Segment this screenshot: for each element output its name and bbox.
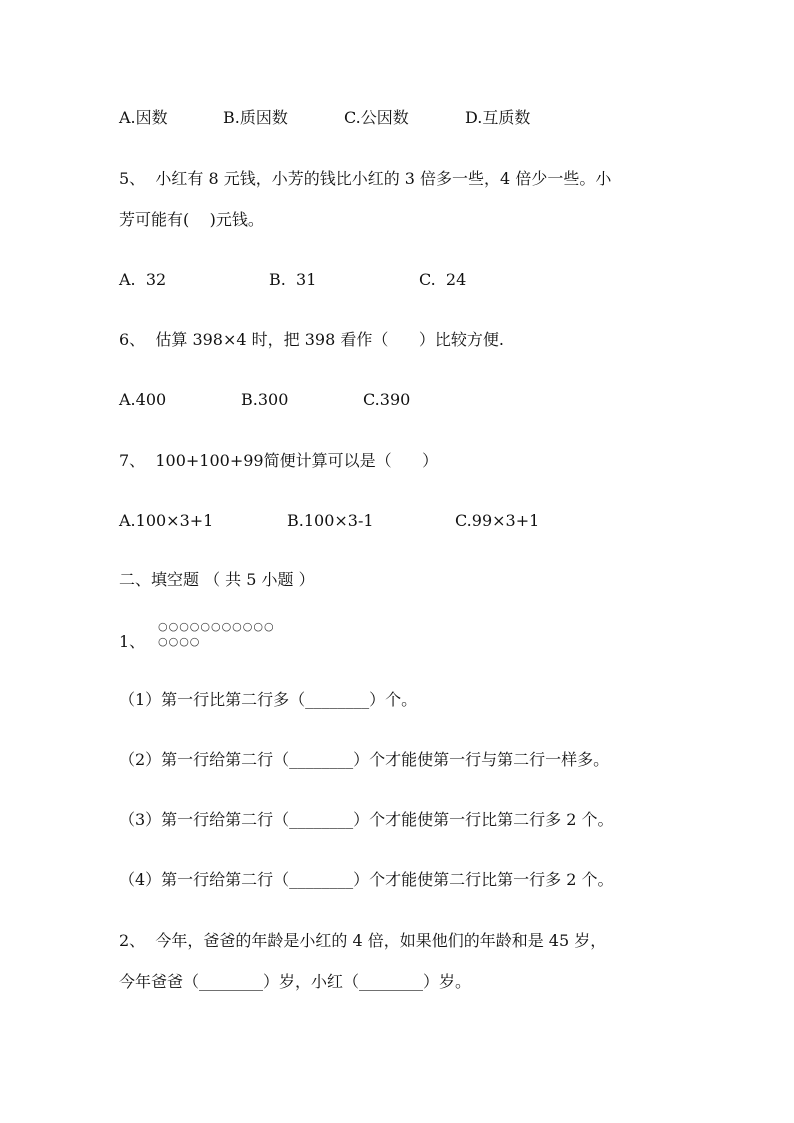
q6-option-a: A.400 [119,390,167,409]
fill1-item-3: （3）第一行给第二行（________）个才能使第一行比第二行多 2 个。 [119,810,614,829]
q7-option-b: B.100×3-1 [287,511,374,530]
fill1-number: 1、 [119,632,146,651]
q6-option-c: C.390 [363,390,411,409]
fill2-text-line2: 今年爸爸（________）岁，小红（________）岁。 [119,972,472,991]
fill1-item-1: （1）第一行比第二行多（________）个。 [119,690,418,709]
q5-option-b: B. 31 [269,270,317,289]
q4-option-b: B.质因数 [223,108,288,127]
q5-text-line2: 芳可能有( )元钱。 [119,210,264,229]
q5-option-a: A. 32 [119,270,167,289]
q6-text: 6、 估算 398×4 时，把 398 看作（ ）比较方便. [119,330,504,349]
q7-option-c: C.99×3+1 [455,511,540,530]
fill2-text-line1: 2、 今年，爸爸的年龄是小红的 4 倍，如果他们的年龄和是 45 岁， [119,931,607,950]
q6-option-b: B.300 [241,390,289,409]
q7-text: 7、 100+100+99简便计算可以是（ ） [119,451,439,470]
q4-option-d: D.互质数 [465,108,531,127]
q5-text-line1: 5、 小红有 8 元钱，小芳的钱比小红的 3 倍多一些，4 倍少一些。小 [119,169,612,188]
q7-option-a: A.100×3+1 [119,511,214,530]
q5-option-c: C. 24 [419,270,467,289]
circle-row-1: ○○○○○○○○○○○ [158,620,275,633]
fill1-item-4: （4）第一行给第二行（________）个才能使第二行比第一行多 2 个。 [119,870,614,889]
q4-option-a: A.因数 [119,108,168,127]
fill1-item-2: （2）第一行给第二行（________）个才能使第一行与第二行一样多。 [119,750,610,769]
circle-row-2: ○○○○ [158,635,201,648]
q4-option-c: C.公因数 [344,108,409,127]
section-title: 二、填空题 （ 共 5 小题 ） [119,570,315,589]
